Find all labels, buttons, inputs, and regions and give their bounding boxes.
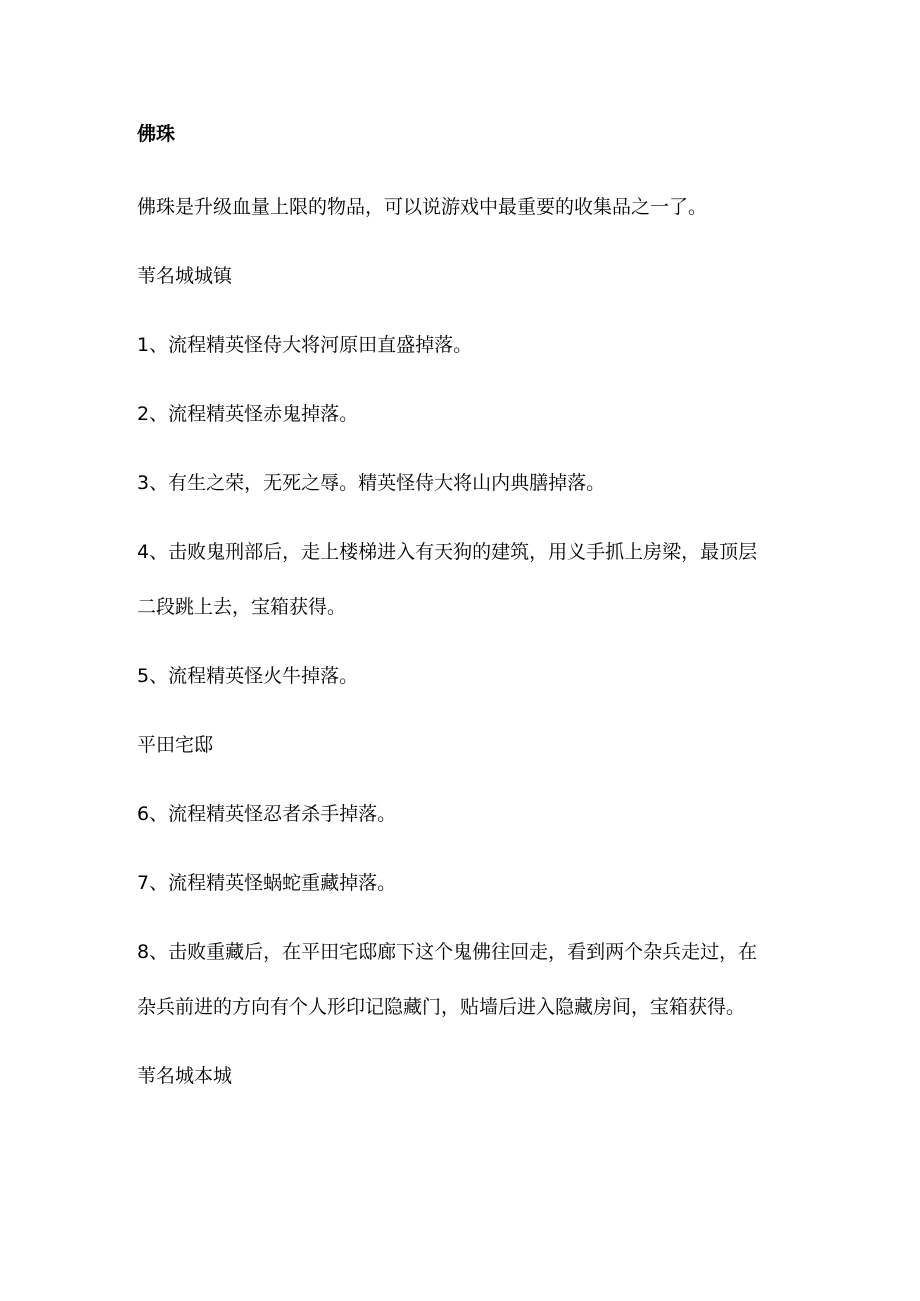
list-item xyxy=(137,660,797,693)
list-item-text-continued: 二段跳上去，宝箱获得。 xyxy=(137,596,347,618)
list-item-text: 1、流程精英怪侍大将河原田直盛掉落。 xyxy=(137,334,473,356)
list-item xyxy=(137,936,797,1024)
list-item xyxy=(137,398,797,431)
list-item xyxy=(137,536,797,624)
list-item-text: 3、有生之荣，无死之辱。精英怪侍大将山内典膳掉落。 xyxy=(137,472,606,494)
section-heading-ashina-castle: 苇名城本城 xyxy=(137,1065,233,1087)
list-item-text-continued: 杂兵前进的方向有个人形印记隐藏门，贴墙后进入隐藏房间，宝箱获得。 xyxy=(137,996,746,1018)
list-item xyxy=(137,329,797,362)
list-item-text: 4、击败鬼刑部后，走上楼梯进入有天狗的建筑，用义手抓上房梁，最顶层 xyxy=(137,541,758,563)
list-item-text: 2、流程精英怪赤鬼掉落。 xyxy=(137,403,359,425)
document-body xyxy=(137,118,797,1129)
list-item xyxy=(137,798,797,831)
section-heading-hirata-estate: 平田宅邸 xyxy=(137,734,214,756)
document-title: 佛珠 xyxy=(137,123,176,145)
list-item xyxy=(137,867,797,900)
section-heading-ashina-outskirts: 苇名城城镇 xyxy=(137,265,233,287)
list-item-text: 7、流程精英怪蜗蛇重藏掉落。 xyxy=(137,872,397,894)
list-item-text: 5、流程精英怪火牛掉落。 xyxy=(137,665,359,687)
list-item-text: 8、击败重藏后，在平田宅邸廊下这个鬼佛往回走，看到两个杂兵走过，在 xyxy=(137,941,758,963)
intro-paragraph: 佛珠是升级血量上限的物品，可以说游戏中最重要的收集品之一了。 xyxy=(137,196,708,218)
list-item xyxy=(137,467,797,500)
list-item-text: 6、流程精英怪忍者杀手掉落。 xyxy=(137,803,397,825)
